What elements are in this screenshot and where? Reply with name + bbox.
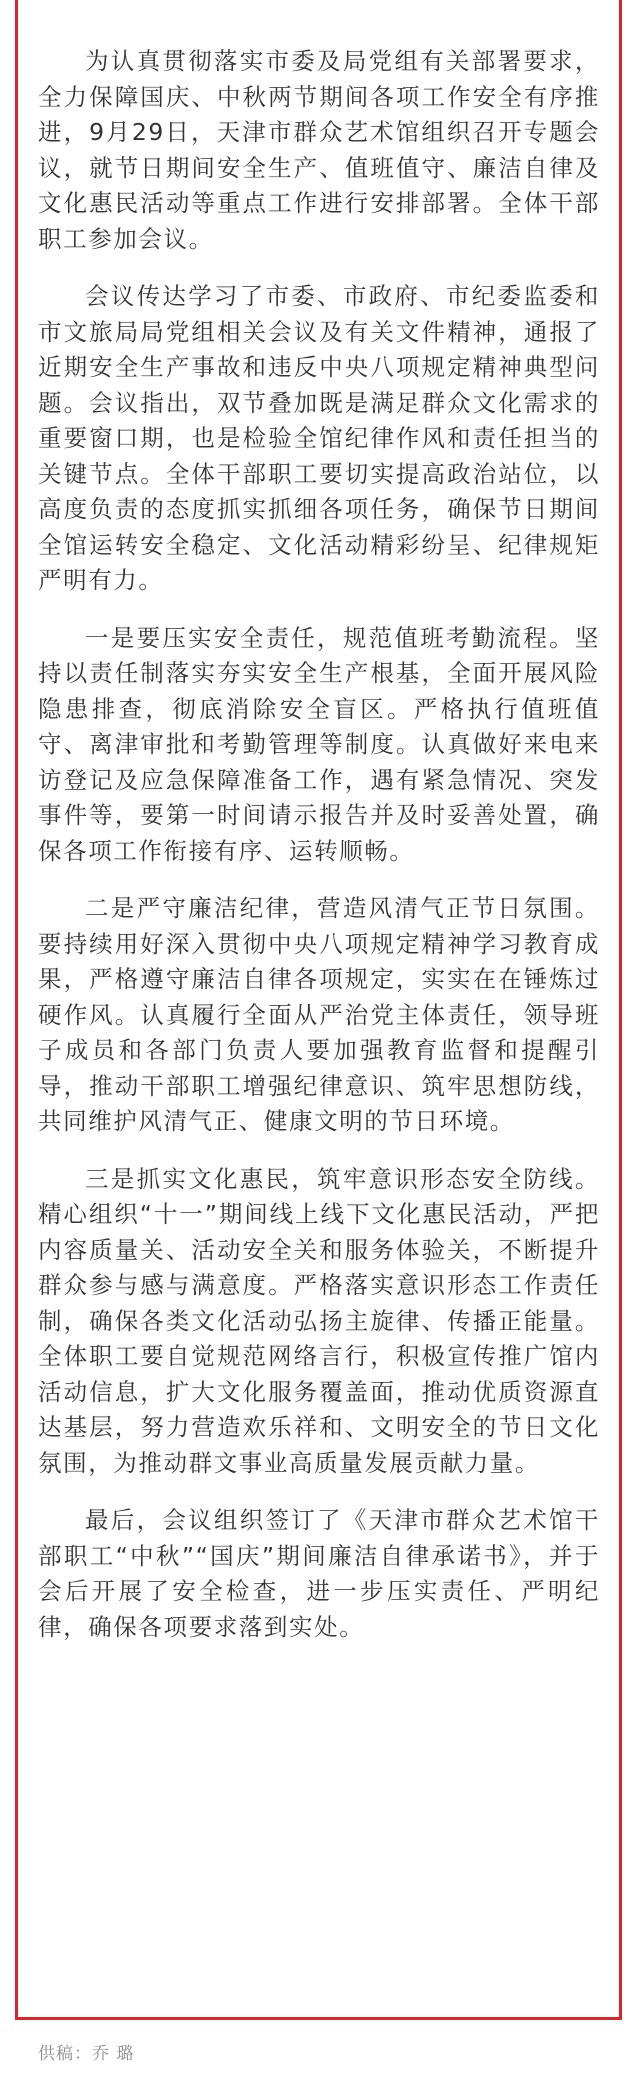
paragraph-meeting-summary: 会议传达学习了市委、市政府、市纪委监委和市文旅局局党组相关会议及有关文件精神，通报了近期安全生产事故和违反中央八项规定精神典型问题。会议指出，双节叠加既是满足群众文化需求的重要窗口期，也是检验全馆纪律作风和责任担当的关键节点。全体干部职工要切实提高政治站位，以高度负责的态度抓实抓细各项任务，确保节日期间全馆运转安全稳定、文化活动精彩纷呈、纪律规矩严明有力。 xyxy=(38,282,600,594)
paragraph-conclusion: 最后，会议组织签订了《天津市群众艺术馆干部职工“中秋”“国庆”期间廉洁自律承诺书》，并于会后开展了安全检查，进一步压实责任、严明纪律，确保各项要求落到实处。 xyxy=(38,1506,600,1641)
paragraph-cultural-activities: 三是抓实文化惠民，筑牢意识形态安全防线。精心组织“十一”期间线上线下文化惠民活动，严把内容质量关、活动安全关和服务体验关，不断提升群众参与感与满意度。严格落实意识形态工作责任制，确保各类文化活动弘扬主旋律、传播正能量。全体职工要自觉规范网络言行，积极宣传推广馆内活动信息，扩大文化服务覆盖面，推动优质资源直达基层，努力营造欢乐祥和、文明安全的节日文化氛围，为推动群文事业高质量发展贡献力量。 xyxy=(38,1164,600,1477)
article-credit: 供稿：乔 璐 xyxy=(38,2044,135,2064)
paragraph-intro: 为认真贯彻落实市委及局党组有关部署要求，全力保障国庆、中秋两节期间各项工作安全有序推进，9月29日，天津市群众艺术馆组织召开专题会议，就节日期间安全生产、值班值守、廉洁自律及文化惠民活动等重点工作进行安排部署。全体干部职工参加会议。 xyxy=(38,47,600,253)
paragraph-integrity: 二是严守廉洁纪律，营造风清气正节日氛围。要持续用好深入贯彻中央八项规定精神学习教育成果，严格遵守廉洁自律各项规定，实实在在锤炼过硬作风。认真履行全面从严治党主体责任，领导班子成员和各部门负责人要加强教育监督和提醒引导，推动干部职工增强纪律意识、筑牢思想防线，共同维护风清气正、健康文明的节日环境。 xyxy=(38,894,600,1135)
paragraph-safety-duty: 一是要压实安全责任，规范值班考勤流程。坚持以责任制落实夯实安全生产根基，全面开展风险隐患排查，彻底消除安全盲区。严格执行值班值守、离津审批和考勤管理等制度。认真做好来电来访登记及应急保障准备工作，遇有紧急情况、突发事件等，要第一时间请示报告并及时妥善处置，确保各项工作衔接有序、运转顺畅。 xyxy=(38,623,600,865)
article-body xyxy=(38,44,600,1667)
